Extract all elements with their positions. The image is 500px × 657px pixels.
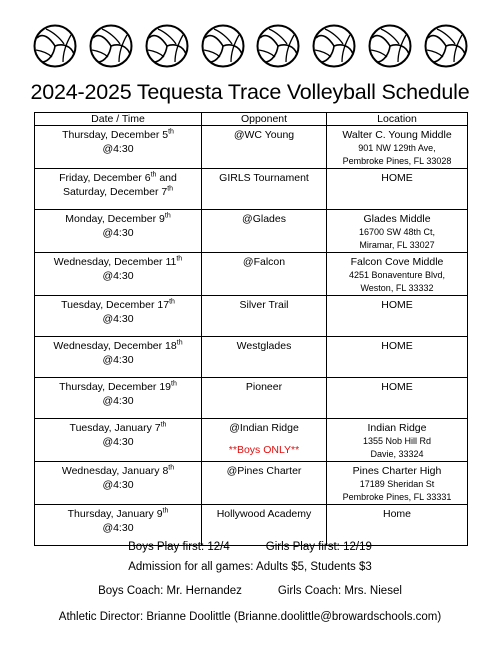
table-row [35,296,468,337]
game-time: @4:30 [102,522,134,534]
date-time-cell [35,210,202,253]
location-name: HOME [381,299,413,311]
volleyball-icon [201,24,245,68]
location-address: 901 NW 129th Ave, [358,143,436,153]
location-address: 17189 Sheridan St [359,479,435,489]
location-cell [327,253,468,296]
first-play-line [0,541,500,553]
opponent-cell [202,169,327,210]
game-time: @4:30 [102,354,134,366]
location-name: Falcon Cove Middle [350,256,444,268]
opponent-cell [202,337,327,378]
location-address: 4251 Bonaventure Blvd, [348,270,446,280]
table-row [35,462,468,505]
opponent-cell [202,296,327,337]
location-city: Pembroke Pines, FL 33028 [342,156,452,166]
opponent-cell [202,210,327,253]
date-time-cell [35,462,202,505]
boys-first-play: Boys Play first: 12/4 [128,541,230,553]
game-date: Wednesday, December 18th [53,339,183,352]
volleyball-icon [368,24,412,68]
location-cell [327,169,468,210]
game-date: Monday, December 9th [65,212,171,225]
game-date: Tuesday, December 17th [61,298,175,311]
header-date-time: Date / Time [35,113,202,126]
date-time-cell [35,505,202,546]
date-time-cell [35,169,202,210]
table-row [35,210,468,253]
table-row [35,505,468,546]
table-row [35,337,468,378]
table-header-row [35,113,468,126]
location-address: 16700 SW 48th Ct, [358,227,436,237]
opponent-name: Westglades [236,340,292,352]
date-time-cell [35,126,202,169]
header-opponent: Opponent [202,113,327,126]
opponent-name: @Glades [242,213,286,225]
opponent-name: @Falcon [242,256,286,268]
opponent-name: Hollywood Academy [216,508,312,520]
location-name: HOME [381,381,413,393]
location-cell [327,210,468,253]
opponent-name: Pioneer [245,381,283,393]
location-city: Pembroke Pines, FL 33331 [342,492,452,502]
page-title: 2024-2025 Tequesta Trace Volleyball Schedule [30,80,470,104]
location-city: Miramar, FL 33027 [359,240,435,250]
coaches-line [0,585,500,597]
location-name: Indian Ridge [367,422,427,434]
game-time: @4:30 [102,227,134,239]
game-time: @4:30 [102,436,134,448]
game-date: Tuesday, January 7th [69,421,167,434]
location-cell [327,419,468,462]
date-time-cell [35,419,202,462]
opponent-cell [202,378,327,419]
boys-coach: Boys Coach: Mr. Hernandez [98,585,242,597]
date-time-cell [35,253,202,296]
opponent-cell [202,126,327,169]
game-time: @4:30 [102,479,134,491]
volleyball-icon [33,24,77,68]
opponent-cell [202,505,327,546]
location-name: HOME [381,172,413,184]
date-time-cell [35,296,202,337]
admission-line: Admission for all games: Adults $5, Students $3 [128,561,372,573]
location-cell [327,126,468,169]
location-name: Pines Charter High [352,465,442,477]
location-cell [327,337,468,378]
game-time: @4:30 [102,143,134,155]
location-name: HOME [381,340,413,352]
opponent-name: @Indian Ridge [229,422,299,434]
location-name: Walter C. Young Middle [342,129,452,141]
location-cell [327,505,468,546]
table-row [35,253,468,296]
volleyball-icon-row [33,24,468,68]
game-time: @4:30 [102,395,134,407]
table-row [35,169,468,210]
table-row [35,378,468,419]
girls-coach: Girls Coach: Mrs. Niesel [277,585,402,597]
game-date: Thursday, January 9th [67,507,169,520]
header-location: Location [327,113,468,126]
location-address: 1355 Nob Hill Rd [362,436,432,446]
game-time: @4:30 [102,313,134,325]
game-date: Wednesday, December 11th [53,255,183,268]
game-date: Friday, December 6th and [59,171,177,184]
location-city: Davie, 33324 [370,449,424,459]
opponent-name: @Pines Charter [226,465,302,477]
location-cell [327,296,468,337]
game-date: Thursday, December 5th [62,128,174,141]
opponent-cell [202,253,327,296]
game-time: Saturday, December 7th [62,185,174,198]
opponent-name: Silver Trail [239,299,289,311]
volleyball-icon [424,24,468,68]
game-note: **Boys ONLY** [228,444,300,456]
volleyball-icon [89,24,133,68]
location-name: Glades Middle [363,213,431,225]
location-cell [327,462,468,505]
date-time-cell [35,337,202,378]
table-row [35,126,468,169]
location-cell [327,378,468,419]
girls-first-play: Girls Play first: 12/19 [265,541,372,553]
schedule-table [34,112,468,546]
volleyball-icon [312,24,356,68]
game-date: Thursday, December 19th [59,380,177,393]
game-time: @4:30 [102,270,134,282]
table-row [35,419,468,462]
volleyball-icon [145,24,189,68]
date-time-cell [35,378,202,419]
opponent-cell [202,419,327,462]
volleyball-icon [256,24,300,68]
athletic-director-line: Athletic Director: Brianne Doolittle (Brianne.doolittle@browardschools.com) [58,611,442,623]
location-name: Home [382,508,411,520]
opponent-name: @WC Young [233,129,295,141]
game-date: Wednesday, January 8th [61,464,175,477]
opponent-name: GIRLS Tournament [219,172,309,184]
opponent-cell [202,462,327,505]
location-city: Weston, FL 33332 [360,283,434,293]
